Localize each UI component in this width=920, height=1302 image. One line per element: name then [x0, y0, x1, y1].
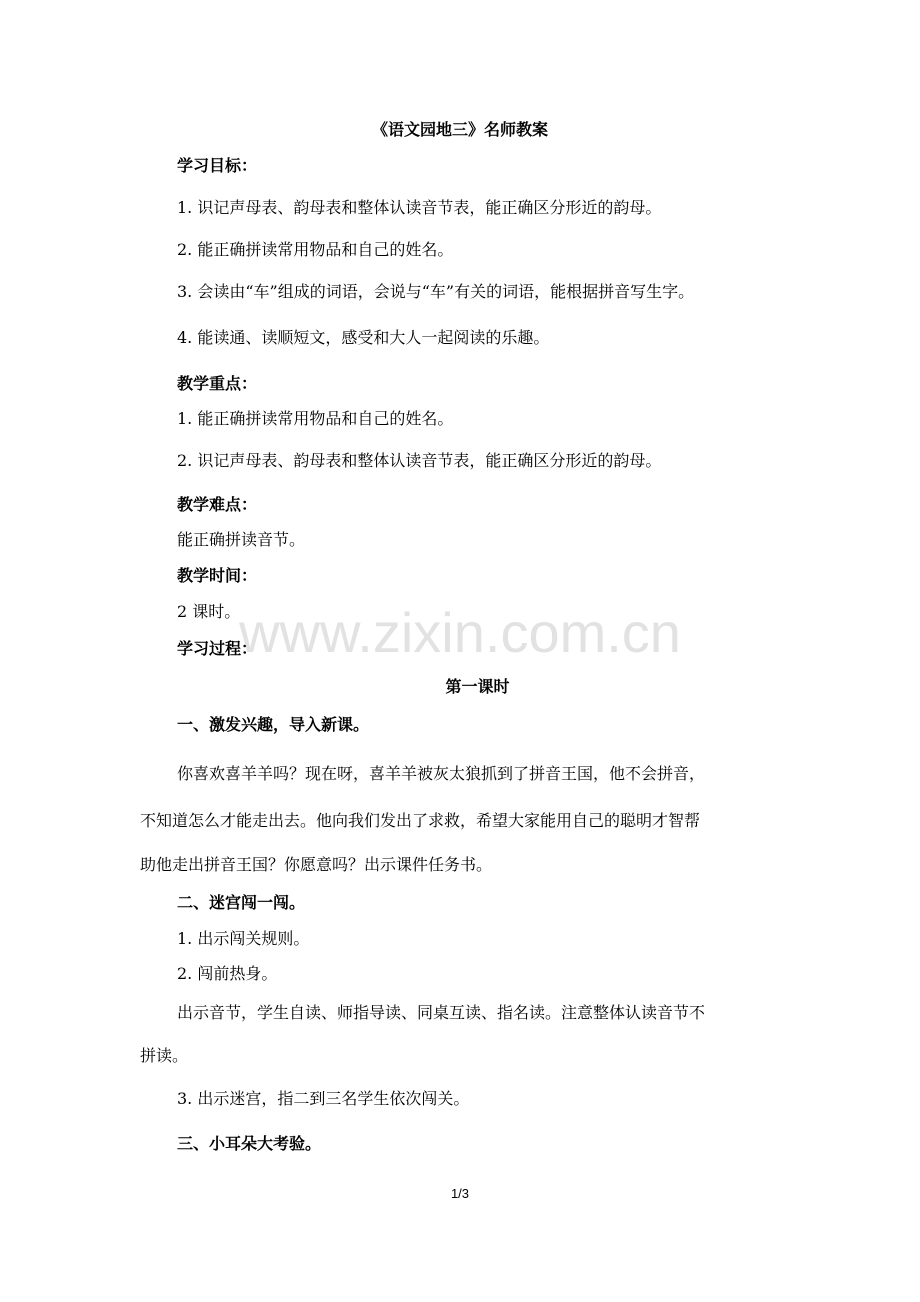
- objectives-heading: 学习目标：: [177, 156, 258, 175]
- time-text: 2 课时。: [177, 602, 241, 621]
- key-point-item: 1. 能正确拼读常用物品和自己的姓名。: [177, 409, 454, 428]
- process-heading: 学习过程：: [177, 639, 258, 658]
- part3-heading: 三、小耳朵大考验。: [177, 1134, 322, 1153]
- page-number: 1/3: [450, 1186, 470, 1201]
- paragraph-line: 不知道怎么才能走出去。他向我们发出了求救，希望大家能用自己的聪明才智帮: [140, 811, 701, 830]
- objective-item: 4. 能读通、读顺短文，感受和大人一起阅读的乐趣。: [177, 328, 550, 347]
- objective-item: 1. 识记声母表、韵母表和整体认读音节表，能正确区分形近的韵母。: [177, 198, 662, 217]
- objective-item: 3. 会读由“车”组成的词语，会说与“车”有关的词语，能根据拼音写生字。: [177, 282, 695, 301]
- lesson-title: 第一课时: [445, 677, 510, 696]
- part1-heading: 一、激发兴趣，导入新课。: [177, 715, 370, 734]
- paragraph-line: 你喜欢喜羊羊吗？现在呀，喜羊羊被灰太狼抓到了拼音王国，他不会拼音，: [177, 764, 706, 783]
- part2-heading: 二、迷宫闯一闯。: [177, 893, 306, 912]
- key-point-item: 2. 识记声母表、韵母表和整体认读音节表，能正确区分形近的韵母。: [177, 451, 662, 470]
- paragraph-line: 出示音节，学生自读、师指导读、同桌互读、指名读。注意整体认读音节不: [177, 1003, 706, 1022]
- time-heading: 教学时间：: [177, 566, 258, 585]
- part2-item: 1. 出示闯关规则。: [177, 929, 310, 948]
- key-points-heading: 教学重点：: [177, 374, 258, 393]
- difficulty-heading: 教学难点：: [177, 495, 258, 514]
- document-title: 《语文园地三》名师教案: [371, 120, 548, 139]
- objective-item: 2. 能正确拼读常用物品和自己的姓名。: [177, 240, 454, 259]
- paragraph-line: 拼读。: [140, 1046, 189, 1065]
- part2-item: 3. 出示迷宫，指二到三名学生依次闯关。: [177, 1089, 470, 1108]
- watermark: www.zixin.com.cn: [239, 601, 681, 664]
- paragraph-line: 助他走出拼音王国？你愿意吗？出示课件任务书。: [140, 855, 493, 874]
- difficulty-text: 能正确拼读音节。: [177, 530, 306, 549]
- part2-item: 2. 闯前热身。: [177, 964, 278, 983]
